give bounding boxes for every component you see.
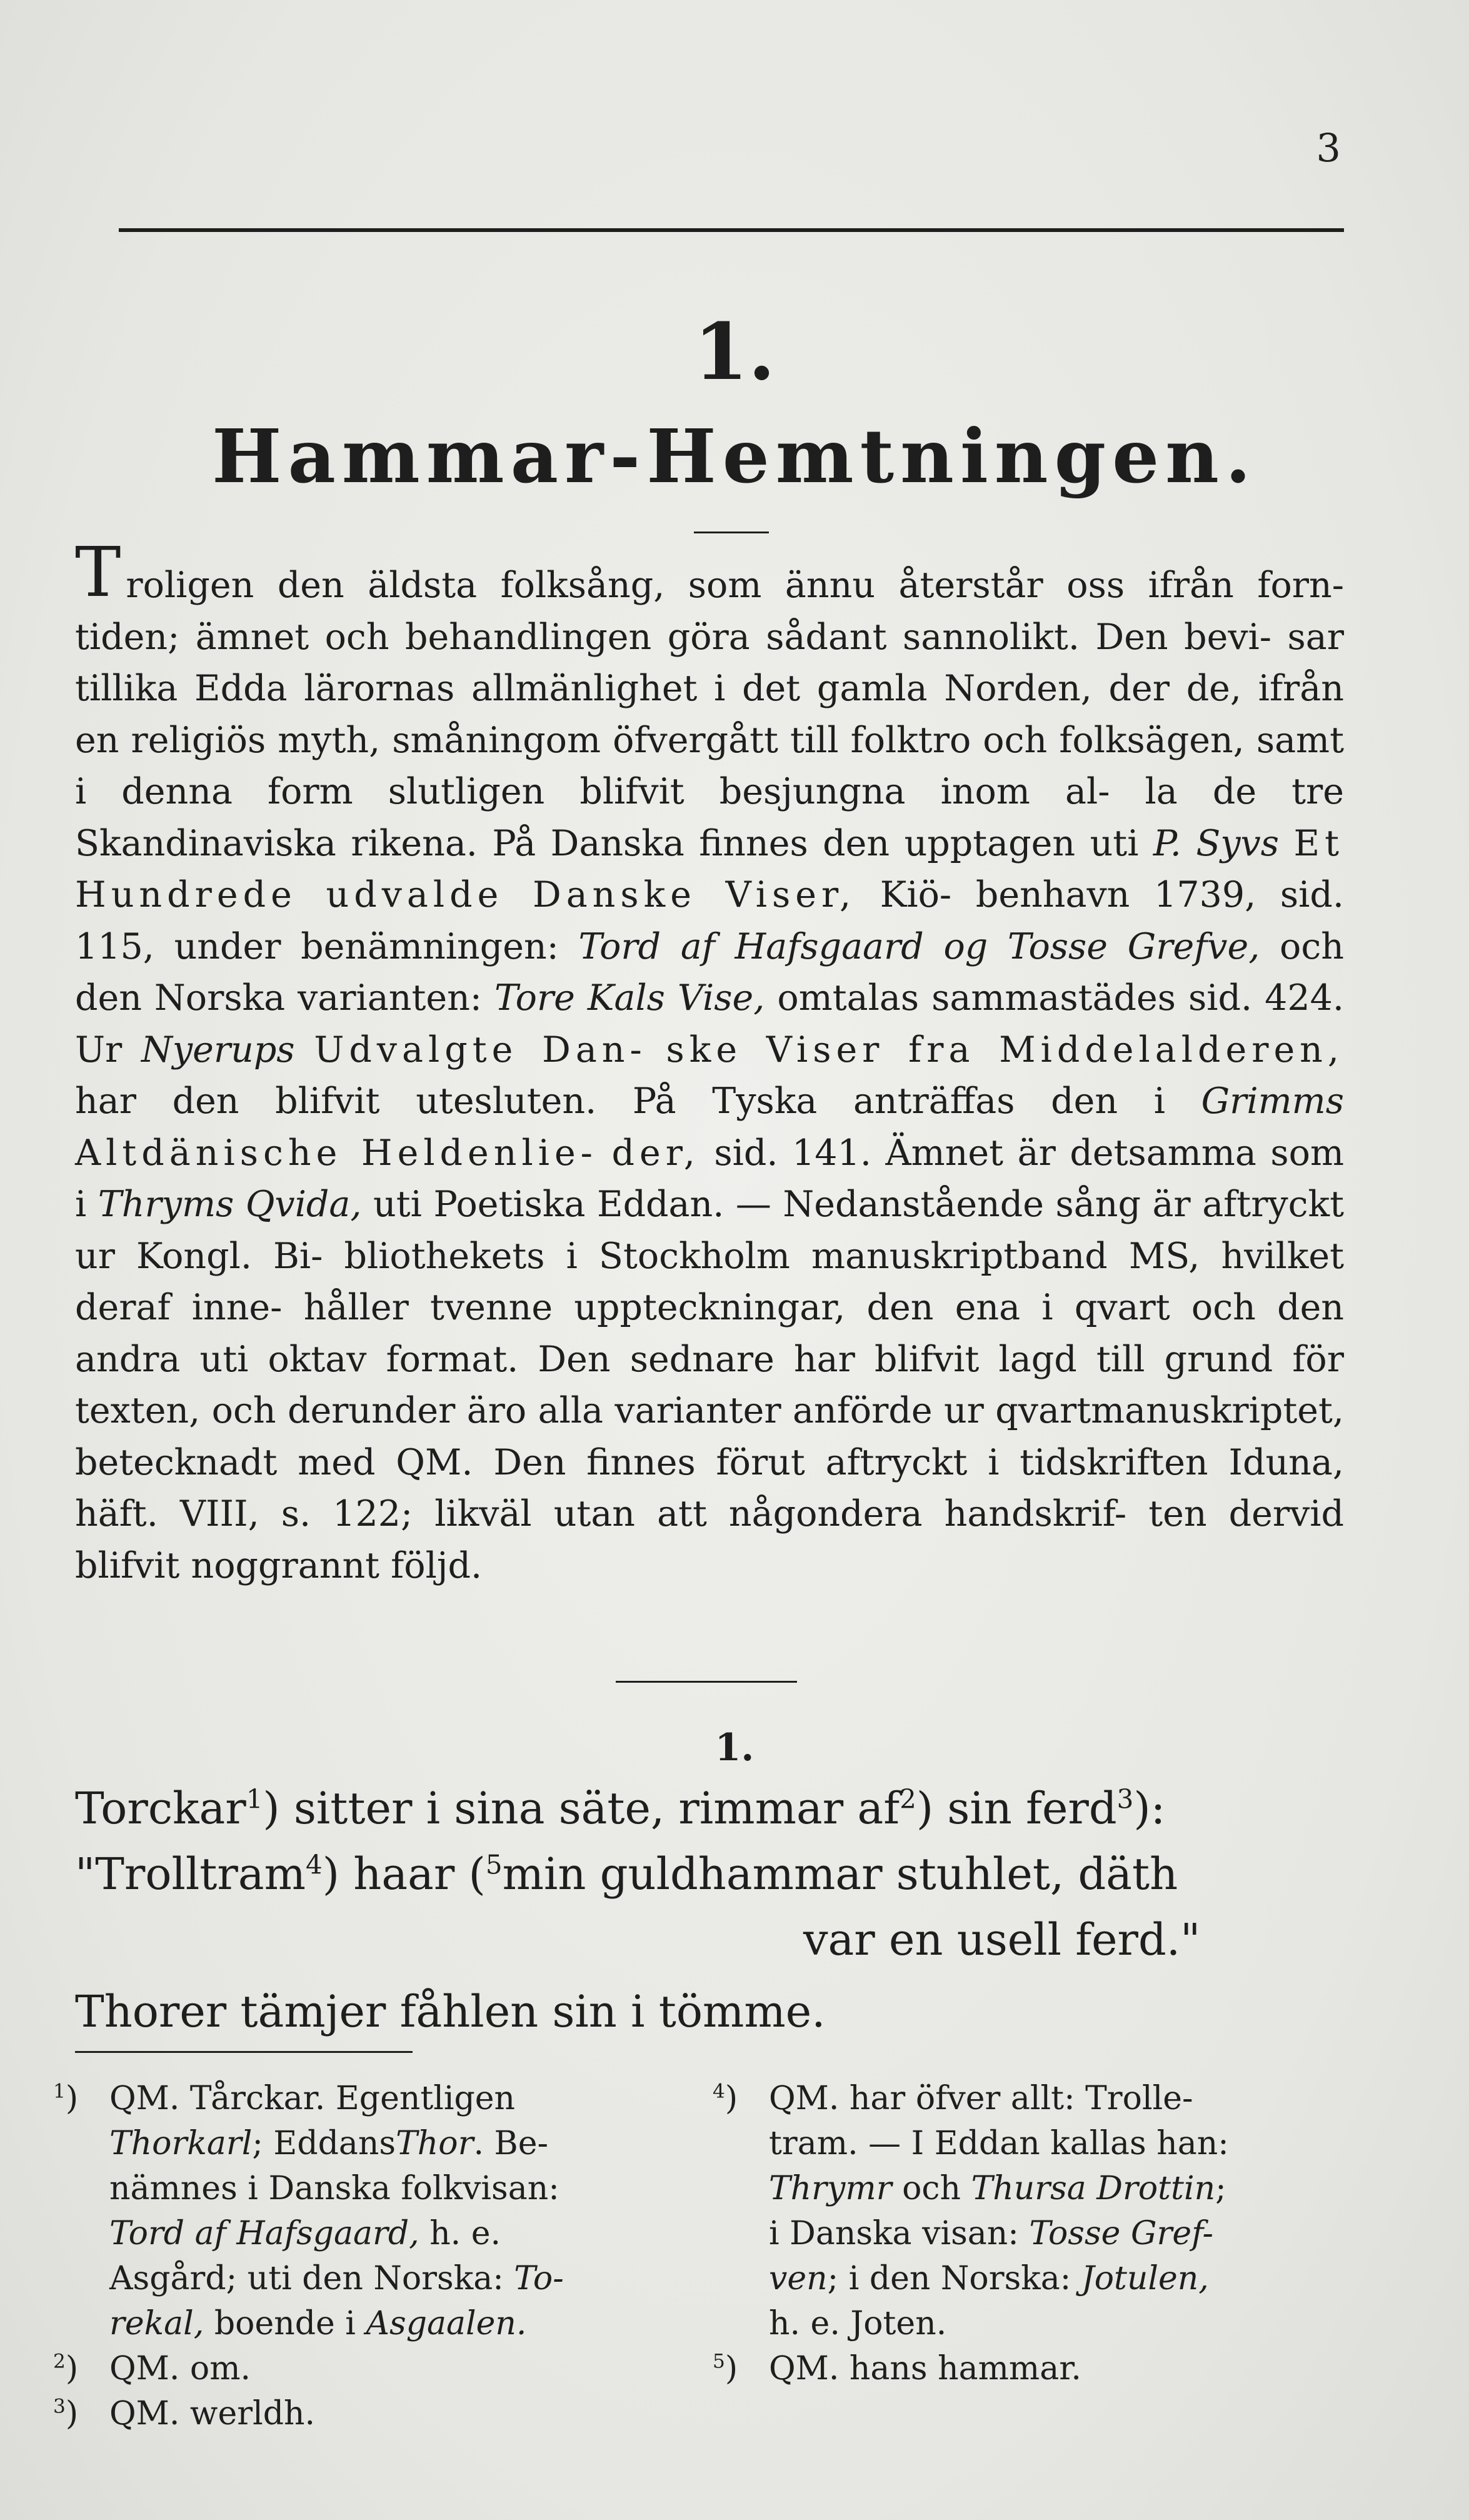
footnote-5: $^5$) QM. hans hammar. [713,2346,1338,2391]
ballad-title: og Tosse Grefve, [943,925,1260,967]
footnote-ref: 4 [305,1849,323,1880]
book-title: Altdänische Heldenlie- [75,1132,598,1174]
footnote-ref: 3 [1116,1783,1134,1815]
dropcap: T [75,532,121,612]
header-rule [119,228,1344,232]
verse-line: "Trolltram$^4$) haar ($^5$min guldhammar stuhlet, däth [75,1848,1178,1900]
footnote-1: $^1$) QM. Tårckar. Egentligen Thorkarl; EddansThor. Be- nämnes i Danska folkvisan: Tord af Hafsgaard, h. e. Asgård; uti den Norska: To- rekal, boende i Asgaalen. [53,2076,684,2346]
ballad-title: Tore Kals Vise, [494,977,765,1019]
section-title: Hammar-Hemtningen. [211,413,1258,500]
page-number: 3 [1316,125,1341,171]
ballad-title: Thryms Qvida, [98,1184,362,1225]
intro-text [75,532,1345,1591]
footnote-3: $^3$) QM. werldh. [53,2391,684,2436]
footnote-mark: $^3$) [53,2395,79,2432]
footnote-mark: $^1$) [53,2080,79,2117]
book-title: ske Viser fra Middelalderen, [666,1029,1345,1071]
footnote-ref: 5 [485,1849,503,1880]
footnotes-right-column [713,2076,1338,2391]
footnotes-left-column [53,2076,684,2436]
book-title: Et Hundrede udvalde Danske Viser, [75,822,1345,915]
verse-number: 1. [714,1726,755,1770]
intro-paragraph: Troligen den äldsta folksång, som ännu återstår oss ifrån forn- tiden; ämnet och behandlingen göra sådant sannolikt. Den bevi- sar tillika Edda lärornas allmänlighet i det gamla Norden, der de, ifrån en religiös myth, småningom öfvergått till folktro och folksägen, samt i denna form slutligen blifvit besjungna inom al- la de tre Skandinaviska rikena. På Danska finnes den upptagen uti P. Syvs Et Hundrede udvalde Danske Viser, Kiö- benhavn 1739, sid. 115, under benämningen: Tord af Hafsgaard og Tosse Grefve, och den Norska varianten: Tore Kals Vise, omtalas sammastädes sid. 424. Ur Nyerups Udvalgte Dan- ske Viser fra Middelalderen, har den blifvit utesluten. På Tyska anträffas den i Grimms Altdänische Heldenlie- der, sid. 141. Ämnet är detsamma som i Thryms Qvida, uti Poetiska Eddan. — Nedanstående sång är aftryckt ur Kongl. Bi- bliothekets i Stockholm manuskriptband MS, hvilket deraf inne- håller tvenne uppteckningar, den ena i qvart och den andra uti oktav format. Den sednare har blifvit lagd till grund för texten, och derunder äro alla varianter anförde ur qvartmanuskriptet, betecknadt med QM. Den finnes förut aftryckt i tidskriften Iduna, häft. VIII, s. 122; likväl utan att någondera handskrif- ten dervid blifvit noggrannt följd. [75,532,1345,1586]
author-name: Nyerups [141,1029,295,1071]
footnote-mark: $^5$) [713,2350,738,2387]
ballad-title: Tord af Hafsgaard [578,925,924,967]
footnote-mark: $^2$) [53,2350,79,2387]
verse-refrain: Thorer tämjer fåhlen sin i tömme. [75,1986,826,2037]
footnote-2: $^2$) QM. om. [53,2346,684,2391]
book-title: Udvalgte Dan- [314,1029,647,1071]
title-rule [694,532,769,533]
footnote-rule [75,2051,413,2053]
verse-line: Torckar$^1$) sitter i sina säte, rimmar $af^2$) sin ferd$^3$): [75,1783,1166,1834]
footnote-ref: 2 [900,1783,916,1815]
footnote-mark: $^4$) [713,2080,738,2117]
footnote-ref: 1 [246,1783,263,1815]
footnote-4: $^4$) QM. har öfver allt: Trolle- tram. — I Eddan kallas han: Thrymr och Thursa Drottin; i Danska visan: Tosse Gref- ven; i den Norska: Jotulen, h. e. Joten. [713,2076,1338,2346]
verse-stanza [75,1776,1350,2045]
verse-rule [616,1681,797,1683]
book-title: der, [611,1132,700,1174]
section-number: 1. [693,306,776,398]
author-name: P. Syvs [1153,822,1280,864]
author-name: Grimms [1201,1081,1344,1122]
verse-line: var en usell ferd." [803,1914,1201,1965]
